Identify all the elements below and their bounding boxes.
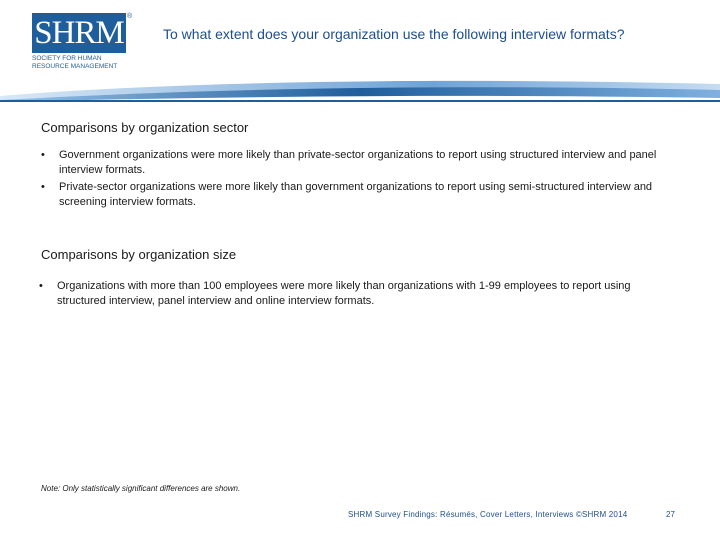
list-item [41, 148, 691, 178]
sector-bullet-list [41, 148, 691, 212]
shrm-logo [32, 13, 132, 75]
slide-title: To what extent does your organization use the following interview formats? [163, 26, 625, 42]
logo-subtitle [32, 55, 132, 71]
list-item [41, 180, 691, 210]
bullet-icon: • [41, 149, 45, 161]
header-swoosh-decoration [0, 74, 720, 102]
significance-note: Note: Only statistically significant differences are shown. [41, 484, 241, 493]
page-number: 27 [666, 510, 675, 519]
footer-citation: SHRM Survey Findings: Résumés, Cover Letters, Interviews ©SHRM 2014 [348, 510, 628, 519]
list-item [39, 279, 669, 309]
swoosh-base-line [0, 100, 720, 102]
list-item-text: Private-sector organizations were more likely than government organizations to report using semi-structured interview and screening interview formats. [59, 181, 653, 208]
bullet-icon: • [41, 181, 45, 193]
size-bullet-list [39, 279, 669, 311]
logo-subtitle-line2: RESOURCE MANAGEMENT [32, 63, 118, 70]
section-heading-sector: Comparisons by organization sector [41, 120, 249, 135]
registered-mark: ® [127, 13, 133, 20]
list-item-text: Organizations with more than 100 employees were more likely than organizations with 1-99 employees to report using structured interview, panel interview and online interview formats. [57, 280, 631, 307]
section-heading-size: Comparisons by organization size [41, 247, 237, 262]
list-item-text: Government organizations were more likely than private-sector organizations to report using structured interview and panel interview formats. [59, 149, 657, 176]
bullet-icon: • [39, 280, 43, 292]
logo-subtitle-line1: SOCIETY FOR HUMAN [32, 55, 102, 62]
logo-mark: SHRM [32, 13, 126, 53]
